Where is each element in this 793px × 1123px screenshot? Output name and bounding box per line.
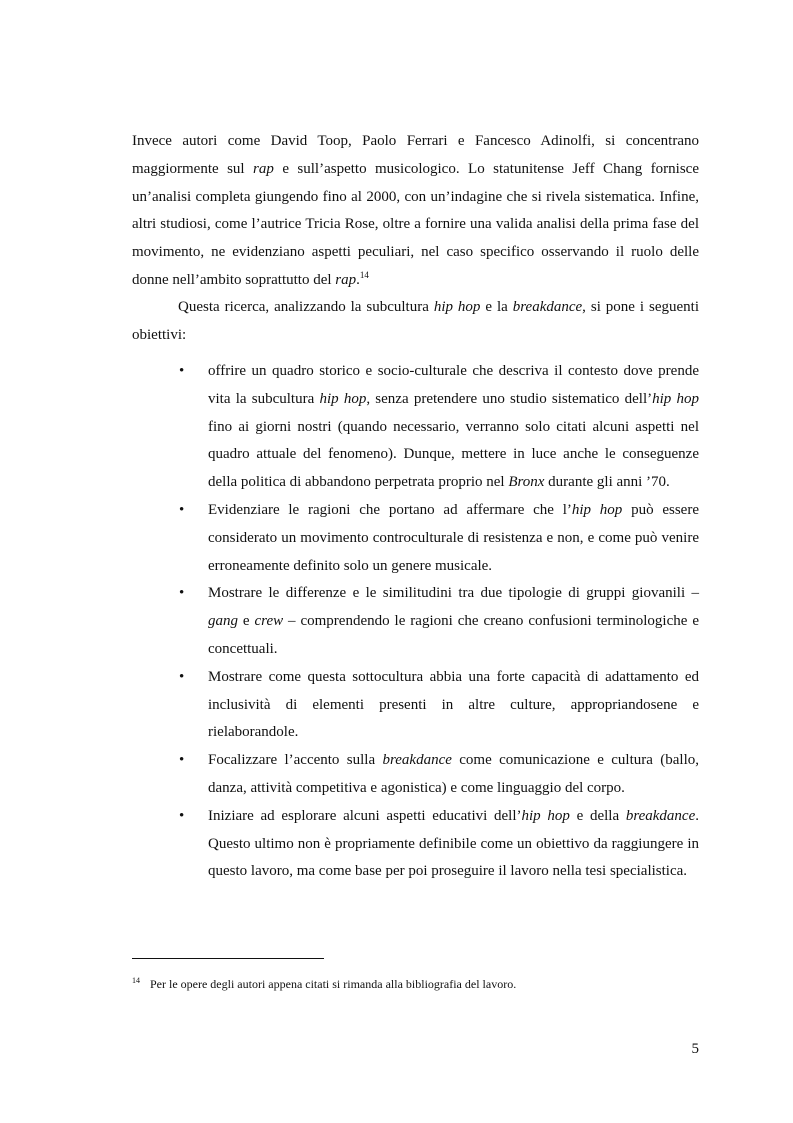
bullet-icon: • (179, 585, 185, 602)
list-item: • Mostrare le differenze e le similitudini tra due tipologie di gruppi giovanili – gang e crew – comprendendo le ragioni che creano confusioni terminologiche e concettuali. (132, 580, 699, 663)
footnote-number: 14 (132, 976, 140, 985)
footnote-reference: 14 (359, 269, 369, 280)
list-item: • Focalizzare l’accento sulla breakdance come comunicazione e cultura (ballo, danza, attività competitiva e agonistica) e come linguaggio del corpo. (132, 747, 699, 803)
bullet-icon: • (179, 668, 185, 685)
objectives-list (132, 358, 699, 886)
bullet-icon: • (179, 752, 185, 769)
footnote (132, 973, 699, 992)
footnote-text: Per le opere degli autori appena citati si rimanda alla bibliografia del lavoro. (150, 977, 517, 991)
list-item: • Evidenziare le ragioni che portano ad affermare che l’hip hop può essere considerato un movimento controculturale di resistenza e non, e come può venire erroneamente definito solo un genere musicale. (132, 497, 699, 580)
paragraph-objectives-intro: Questa ricerca, analizzando la subcultura hip hop e la breakdance, si pone i seguenti obiettivi: (132, 299, 699, 343)
footnote-divider (132, 958, 324, 959)
list-item: • offrire un quadro storico e socio-culturale che descriva il contesto dove prende vita la subcultura hip hop, senza pretendere uno studio sistematico dell’hip hop fino ai giorni nostri (quando necessario, verranno solo citati alcuni aspetti nel quadro attuale del fenomeno). Dunque, mettere in luce anche le conseguenze della politica di abbandono perpetrata proprio nel Bronx durante gli anni ’70. (132, 358, 699, 497)
bullet-icon: • (179, 807, 185, 824)
page-number: 5 (691, 1041, 699, 1057)
bullet-icon: • (179, 501, 185, 518)
list-item: • Iniziare ad esplorare alcuni aspetti educativi dell’hip hop e della breakdance. Questo ultimo non è propriamente definibile come un obiettivo da raggiungere in questo lavoro, ma come base per poi proseguire il lavoro nella tesi specialistica. (132, 803, 699, 886)
paragraph-authors: Invece autori come David Toop, Paolo Ferrari e Fancesco Adinolfi, si concentrano maggiormente sul rap e sull’aspetto musicologico. Lo statunitense Jeff Chang fornisce un’analisi completa giungendo fino al 2000, con un’indagine che si rivela sistematica. Infine, altri studiosi, come l’autrice Tricia Rose, oltre a fornire una valida analisi della prima fase del movimento, ne evidenziano aspetti peculiari, nel caso specifico osservando il ruolo delle donne nell’ambito soprattutto del rap.$^{14}$ (132, 133, 699, 288)
list-item: • Mostrare come questa sottocultura abbia una forte capacità di adattamento ed inclusività di elementi presenti in altre culture, appropriandosene e rielaborandole. (132, 664, 699, 747)
bullet-icon: • (179, 363, 185, 379)
